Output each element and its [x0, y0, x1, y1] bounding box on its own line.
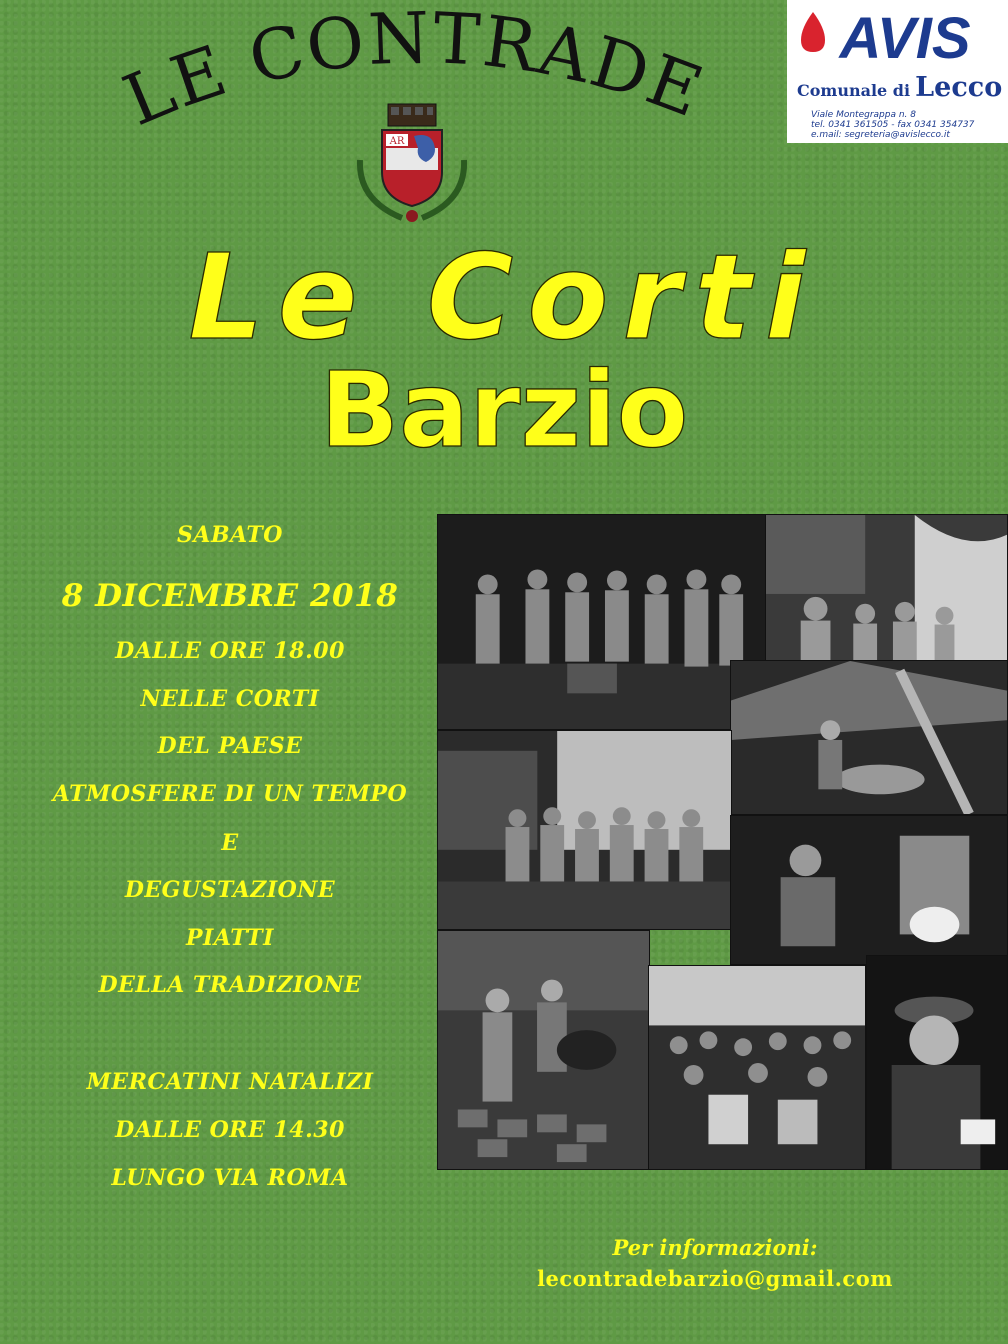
- contrade-title-text: LE CONTRADE: [112, 10, 715, 142]
- avis-phone: tel. 0341 361505 - fax 0341 354737: [811, 120, 975, 130]
- photo-man-tasting: [866, 955, 1008, 1170]
- event-date: 8 DICEMBRE 2018: [61, 578, 399, 614]
- photo-courtyard-crowd: [765, 514, 1008, 664]
- avis-logo-mark: [795, 6, 995, 70]
- photo-group-seated: [437, 730, 732, 930]
- event-line-mercatini-time: DALLE ORE 14.30: [115, 1117, 345, 1143]
- avis-logo: [787, 0, 1008, 143]
- municipal-crest-icon: [352, 100, 472, 228]
- event-line-atmosfere: ATMOSFERE DI UN TEMPO: [52, 781, 408, 807]
- main-title-le-corti: Le Corti: [188, 228, 820, 366]
- info-email-link[interactable]: lecontradebarzio@gmail.com: [537, 1266, 893, 1291]
- avis-subtitle-small: Comunale di: [797, 81, 911, 100]
- event-line-e: E: [221, 830, 239, 856]
- avis-subtitle: [797, 72, 1002, 103]
- avis-email: e.mail: segreteria@avislecco.it: [811, 130, 950, 140]
- event-line-via-roma: LUNGO VIA ROMA: [111, 1165, 349, 1191]
- event-line-tradizione: DELLA TRADIZIONE: [98, 972, 362, 998]
- event-line-corti: NELLE CORTI: [140, 686, 320, 712]
- event-line-piatti: PIATTI: [186, 925, 274, 951]
- crest-label: AR: [389, 136, 405, 147]
- avis-address: Viale Montegrappa n. 8: [811, 110, 916, 120]
- avis-subtitle-big: Lecco: [915, 72, 1003, 103]
- event-line-mercatini: MERCATINI NATALIZI: [86, 1069, 374, 1095]
- photo-man-at-stove: [730, 815, 1008, 965]
- photo-accordion-crowd: [648, 965, 866, 1170]
- info-label: Per informazioni:: [612, 1235, 818, 1260]
- main-title-barzio: Barzio: [319, 349, 689, 471]
- avis-logo-text: AVIS: [839, 6, 971, 70]
- event-line-degustazione: DEGUSTAZIONE: [124, 877, 336, 903]
- event-day: SABATO: [177, 522, 283, 548]
- photo-group-standing: [437, 514, 767, 730]
- photo-cooking-pot: [730, 660, 1008, 815]
- photo-chestnut-roasting: [437, 930, 650, 1170]
- event-start-time: DALLE ORE 18.00: [115, 638, 345, 664]
- event-line-paese: DEL PAESE: [157, 733, 303, 759]
